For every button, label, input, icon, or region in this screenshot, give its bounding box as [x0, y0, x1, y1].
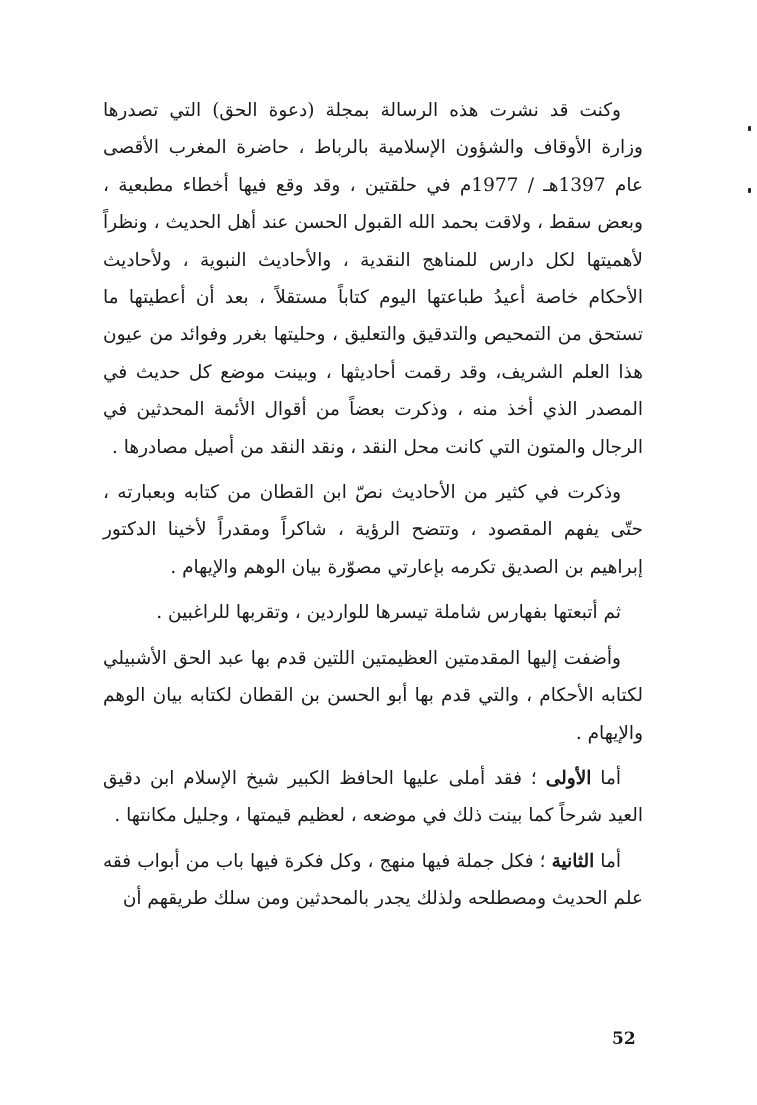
paragraph-first-introduction — [103, 760, 643, 835]
paragraph-second-introduction — [103, 843, 643, 918]
body-text — [103, 92, 643, 918]
first-keyword: الأولى — [545, 767, 592, 789]
paragraph-publication-history: وكنت قد نشرت هذه الرسالة بمجلة (دعوة الحق) التي تصدرها وزارة الأوقاف والشؤون الإسلامية بالرباط ، حاضرة المغرب الأقصى عام 1397هـ / 1977م في حلقتين ، وقد وقع فيها أخطاء مطبعية ، وبعض سقط ، ولاقت بحمد الله القبول الحسن عند أهل الحديث ، ونظراً لأهميتها لكل دارس للمناهج النقدية ، والأحاديث النبوية ، ولأحاديث الأحكام خاصة أعيدُ طباعتها اليوم كتاباً مستقلاً ، بعد أن أعطيتها ما تستحق من التمحيص والتدقيق والتعليق ، وحليتها بغرر وفوائد من عيون هذا العلم الشريف، وقد رقمت أحاديثها ، وبينت موضع كل حديث في المصدر الذي أخذ منه ، وذكرت بعضاً من أقوال الأئمة المحدثين في الرجال والمتون التي كانت محل النقد ، ونقد النقد من أصيل مصادرها . — [103, 100, 644, 458]
second-keyword: الثانية — [551, 850, 595, 872]
scan-mark-top — [748, 126, 751, 131]
scan-mark-middle — [748, 188, 751, 193]
second-prefix: أما — [594, 850, 621, 872]
second-rest: ؛ فكل جملة فيها منهج ، وكل فكرة فيها باب من أبواب فقه علم الحديث ومصطلحه ولذلك يجدر بالمحدثين ومن سلك طريقهم أن — [103, 850, 643, 910]
paragraph-introductions: وأضفت إليها المقدمتين العظيمتين اللتين قدم بها عبد الحق الأشبيلي لكتابه الأحكام ، والتي قدم بها أبو الحسن بن القطان لكتابه بيان الوهم والإيهام . — [103, 647, 643, 744]
first-prefix: أما — [591, 767, 621, 789]
first-rest: ؛ فقد أملى عليها الحافظ الكبير شيخ الإسلام ابن دقيق العيد شرحاً كما بينت ذلك في موضعه ، لعظيم قيمتها ، وجليل مكانتها . — [103, 767, 643, 827]
paragraph-quotations: وذكرت في كثير من الأحاديث نصّ ابن القطان من كتابه وبعبارته ، حتّى يفهم المقصود ، وتتضح الرؤية ، شاكراً ومقدراً لأخينا الدكتور إبراهيم بن الصديق تكرمه بإعارتي مصوّرة بيان الوهم والإيهام . — [103, 482, 643, 578]
page-number: 52 — [612, 1029, 636, 1049]
paragraph-indexes: ثم أتبعتها بفهارس شاملة تيسرها للواردين ، وتقربها للراغبين . — [156, 602, 621, 624]
